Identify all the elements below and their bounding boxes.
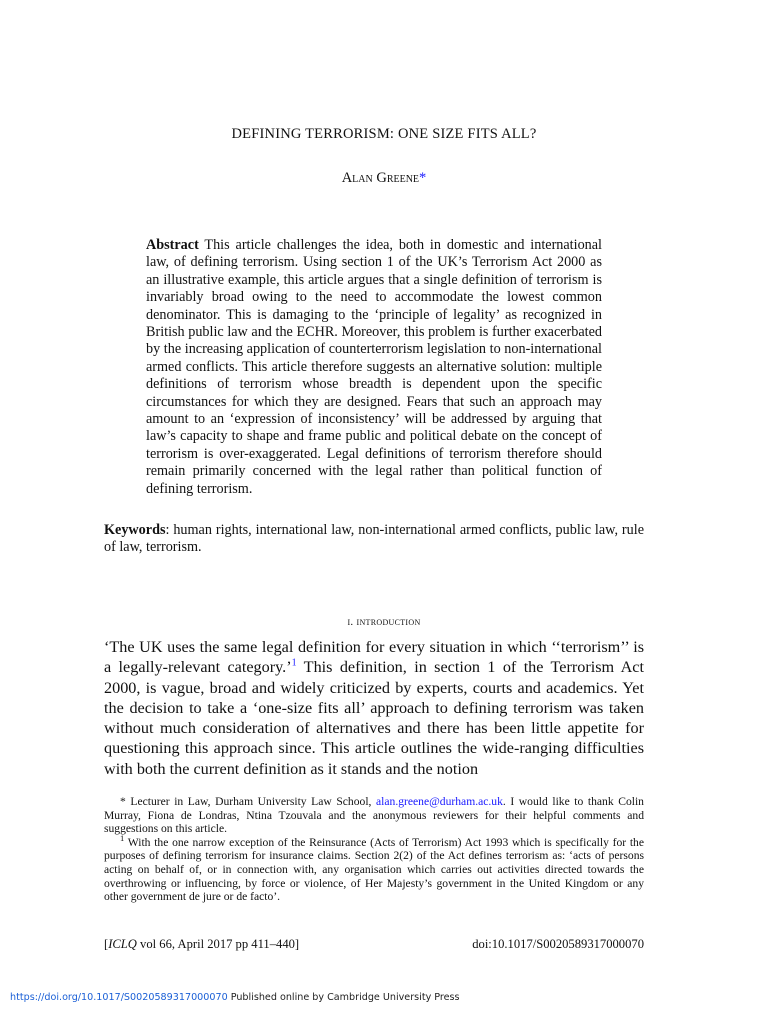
footnote-star-mark: * [120, 795, 126, 808]
body-text-part2: This definition, in section 1 of the Terrorism Act 2000, is vague, broad and widely criticized by experts, courts and academics. Yet the decision to take a ‘one-size fits all’ approach to defining terrorism was taken without much consideration of alternatives and there has been little appetite for questioning this approach since. This article outlines the wide-ranging difficulties with both the current definition as it stands and the notion [104, 658, 644, 778]
citation-rest: vol 66, April 2017 pp 411–440] [136, 937, 300, 951]
footnote-star-after: . I would like to thank Colin Murray, Fiona de Londras, Ntina Tzouvala and the anonymous reviewers for their helpful comments and suggestions on this article. [104, 795, 644, 836]
author-footnote-mark[interactable]: * [419, 170, 427, 186]
body-text-part1: ‘The UK uses the same legal definition for every situation in which ‘‘terrorism’’ is a legally-relevant category.’ [104, 638, 644, 677]
footer-text: Published online by Cambridge University Press [227, 992, 460, 1003]
doi-link[interactable]: https://doi.org/10.1017/S0020589317000070 [10, 992, 228, 1003]
footnote-ref-1[interactable]: 1 [291, 657, 297, 669]
keywords-text: : human rights, international law, non-international armed conflicts, public law, rule of law, terrorism. [104, 522, 644, 556]
author-email-link[interactable]: alan.greene@durham.ac.uk [376, 795, 503, 808]
section-heading: i. introduction [347, 616, 421, 628]
body-paragraph [104, 637, 644, 779]
citation-open: [ [104, 937, 109, 951]
author-line [0, 170, 768, 187]
abstract-text: This article challenges the idea, both in domestic and international law, of defining terrorism. Using section 1 of the UK’s Terrorism Act 2000 as an illustrative example, this article argues that a single definition of terrorism is invariably broad owing to the need to accommodate the lowest common denominator. This is damaging to the ‘principle of legality’ as recognized in British public law and the ECHR. Moreover, this problem is further exacerbated by the increasing application of counterterrorism legislation to non-international armed conflicts. This article therefore suggests an alternative solution: multiple definitions of terrorism whose breadth is dependent upon the specific circumstances for which they are designed. Fears that such an approach may amount to an ‘expression of inconsistency’ will be addressed by arguing that law’s capacity to shape and frame public and political debate on the concept of terrorism is over-exaggerated. Legal definitions of terrorism therefore should remain primarily concerned with the legal rather than political function of defining terrorism. [146, 237, 602, 497]
footnotes [104, 795, 644, 904]
abstract [146, 237, 602, 498]
publisher-footer [10, 992, 460, 1003]
journal-name: ICLQ [108, 937, 137, 951]
footnote-1-mark: 1 [120, 832, 125, 843]
article-title: DEFINING TERRORISM: ONE SIZE FITS ALL? [231, 126, 537, 142]
footnote-star [104, 795, 644, 836]
abstract-label: Abstract [146, 237, 199, 253]
footnote-1 [104, 832, 644, 904]
doi-citation: doi:10.1017/S0020589317000070 [472, 937, 644, 951]
footnote-star-before: Lecturer in Law, Durham University Law School, [125, 795, 377, 808]
keywords-label: Keywords [104, 522, 166, 538]
footnote-1-text: With the one narrow exception of the Reinsurance (Acts of Terrorism) Act 1993 which is specifically for the purposes of defining terrorism for insurance claims. Section 2(2) of the Act defines terrorism as: ‘acts of persons acting on behalf of, or in connection with, any organisation which carries out activities directed towards the overthrowing or influencing, by force or violence, of Her Majesty’s government in the United Kingdom or any other government de jure or de facto’. [104, 835, 644, 904]
keywords [104, 522, 644, 557]
author-name: Alan Greene [341, 170, 420, 186]
journal-citation [104, 937, 299, 952]
